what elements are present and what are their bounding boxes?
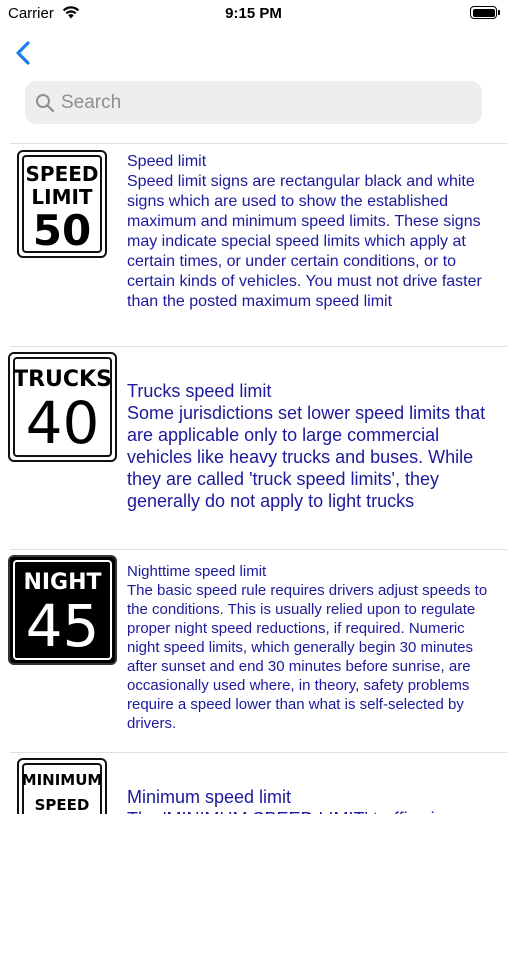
sign-list[interactable] [0, 143, 507, 814]
back-button[interactable] [12, 38, 40, 68]
item-title: Nighttime speed limit [127, 563, 267, 580]
list-item-nighttime-speed-limit[interactable] [0, 549, 507, 752]
item-description: The basic speed rule requires drivers adjust speeds to the conditions. This is usually relied upon to regulate proper night speed reductions, if required. Numeric night speed limits, which generally begin 30 minutes after sunset and end 30 minutes before sunrise, are occasionally used where, in theory, safety problems require a speed lower than what is self-selected by drivers. [127, 582, 488, 732]
night-45-sign: NIGHT 45 [8, 555, 117, 665]
list-item-speed-limit[interactable] [0, 143, 507, 346]
list-item-trucks-speed-limit[interactable] [0, 346, 507, 549]
search-icon [35, 93, 55, 113]
search-bar[interactable] [25, 81, 482, 124]
item-title: Minimum speed limit [127, 787, 292, 807]
search-input[interactable] [61, 81, 471, 124]
item-description: Some jurisdictions set lower speed limits that are applicable only to large commercial vehicles like heavy trucks and buses. While they are called 'truck speed limits', they generally do not apply to light trucks [127, 403, 486, 511]
minimum-speed-sign: MINIMUM SPEED [17, 758, 107, 866]
chevron-left-icon [12, 38, 40, 68]
item-description: Speed limit signs are rectangular black and white signs which are used to show the established maximum and minimum speed limits. These signs may indicate special speed limits which apply at certain times, or under certain conditions, or to certain kinds of vehicles. You must not drive faster than the posted maximum speed limit [127, 173, 482, 310]
item-title: Speed limit [127, 153, 207, 170]
status-time: 9:15 PM [225, 5, 282, 22]
trucks-40-sign: TRUCKS 40 [8, 352, 117, 462]
carrier-label: Carrier [8, 5, 54, 22]
bottom-blank-area [0, 814, 507, 900]
item-title: Trucks speed limit [127, 381, 272, 401]
speed-limit-50-sign: SPEED LIMIT 50 [17, 150, 107, 258]
battery-icon [470, 6, 497, 19]
status-bar [0, 0, 507, 28]
